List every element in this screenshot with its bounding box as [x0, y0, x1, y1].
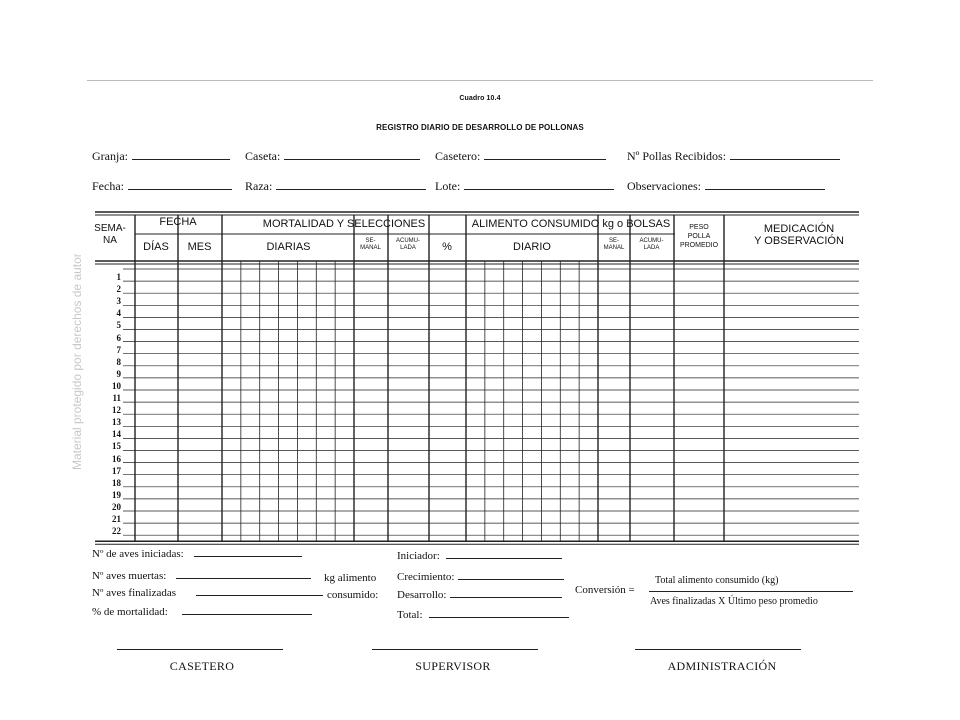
desarrollo-label: Desarrollo: — [397, 589, 447, 601]
administracion-sign-line[interactable] — [635, 649, 801, 650]
mortalidad-group-header: MORTALIDAD Y SELECCIONES — [262, 218, 426, 230]
col-diario-header: DIARIO — [513, 241, 551, 253]
aves-finalizadas-field[interactable] — [92, 587, 323, 599]
week-number: 10 — [112, 380, 121, 391]
supervisor-signature-label: SUPERVISOR — [415, 659, 491, 673]
iniciador-field[interactable] — [397, 550, 562, 562]
casetero-field[interactable] — [435, 149, 606, 164]
week-number: 22 — [112, 526, 121, 537]
table-grid-lines — [87, 211, 873, 547]
col-diarias-header: DIARIAS — [266, 241, 311, 253]
week-number: 1 — [116, 272, 121, 282]
week-number: 6 — [116, 332, 121, 343]
lote-field[interactable] — [435, 179, 614, 194]
form-sheet — [87, 80, 873, 685]
week-number: 15 — [112, 441, 121, 452]
aves-finalizadas-label: Nº aves finalizadas — [92, 587, 177, 599]
total-field[interactable] — [397, 609, 569, 621]
conversion-numerator: Total alimento consumido (kg) — [655, 575, 779, 586]
kg-alimento-label: kg alimento — [324, 572, 377, 584]
casetero-signature-label: CASETERO — [169, 659, 235, 673]
conversion-label: Conversión = — [575, 584, 635, 596]
iniciador-label: Iniciador: — [397, 550, 440, 562]
pct-mortalidad-field[interactable] — [92, 606, 312, 618]
record-table — [87, 211, 873, 552]
administracion-signature-label: ADMINISTRACIÓN — [667, 659, 777, 673]
col-semanal-mort-header: SE- MANAL — [360, 238, 381, 251]
week-number: 19 — [112, 489, 121, 500]
week-number: 3 — [116, 296, 121, 307]
copyright-watermark: Material protegido por derechos de autor — [70, 253, 84, 470]
fecha-group-header: FECHA — [159, 216, 197, 228]
crecimiento-field[interactable] — [397, 571, 564, 583]
consumido-label: consumido: — [327, 589, 379, 601]
week-number: 8 — [116, 356, 121, 367]
observaciones-field[interactable] — [627, 179, 825, 194]
alimento-group-header: ALIMENTO CONSUMIDO kg o BOLSAS — [471, 218, 671, 230]
col-semanal-alim-header: SE- MANAL — [603, 238, 625, 251]
fecha-field[interactable] — [92, 179, 232, 194]
pct-mortalidad-label: % de mortalidad: — [92, 606, 168, 618]
observaciones-label: Observaciones: — [627, 179, 701, 193]
week-number: 13 — [112, 417, 121, 428]
week-number: 4 — [116, 308, 121, 319]
col-mes-header: MES — [187, 241, 212, 253]
col-acumulada-mort-header: ACUMU- LADA — [396, 238, 420, 251]
col-acumulada-alim-header: ACUMU- LADA — [639, 238, 664, 251]
aves-iniciadas-field[interactable] — [92, 548, 302, 560]
raza-field[interactable] — [245, 179, 426, 194]
week-number: 16 — [112, 453, 121, 464]
col-dias-header: DÍAS — [143, 241, 169, 253]
fecha-label: Fecha: — [92, 179, 124, 193]
aves-muertas-label: Nº aves muertas: — [92, 570, 167, 582]
col-peso-header: PESO POLLA PROMEDIO — [679, 224, 719, 249]
caseta-field[interactable] — [245, 149, 420, 164]
pollas-recibidos-field[interactable] — [627, 149, 840, 164]
granja-field[interactable] — [92, 149, 230, 164]
header-row-2 — [87, 179, 873, 195]
conversion-denominator: Aves finalizadas X Último peso promedio — [650, 596, 818, 607]
desarrollo-field[interactable] — [397, 589, 562, 601]
total-label: Total: — [397, 609, 423, 621]
granja-label: Granja: — [92, 149, 128, 163]
header-row-1 — [87, 149, 873, 165]
aves-muertas-field[interactable] — [92, 570, 311, 582]
week-number: 17 — [112, 465, 121, 476]
aves-iniciadas-label: Nº de aves iniciadas: — [92, 548, 184, 560]
week-number: 21 — [112, 514, 121, 524]
week-number: 12 — [112, 405, 121, 416]
col-semana-header: SEMA- NA — [94, 223, 126, 246]
casetero-sign-line[interactable] — [117, 649, 283, 650]
week-number: 2 — [116, 284, 121, 295]
week-number: 20 — [112, 501, 121, 512]
col-medicacion-header: MEDICACIÓN Y OBSERVACIÓN — [754, 223, 844, 247]
lote-label: Lote: — [435, 179, 461, 193]
supervisor-sign-line[interactable] — [372, 649, 538, 650]
casetero-label: Casetero: — [435, 149, 481, 163]
week-number: 18 — [112, 477, 121, 488]
cuadro-number: Cuadro 10.4 — [459, 95, 501, 102]
week-number: 7 — [116, 344, 121, 355]
raza-label: Raza: — [245, 179, 273, 193]
col-pct-header: % — [442, 241, 452, 253]
week-number: 5 — [116, 320, 121, 331]
fraction-bar — [649, 591, 853, 592]
crecimiento-label: Crecimiento: — [397, 571, 455, 583]
week-number: 9 — [116, 368, 121, 379]
pollas-recibidos-label: Nº Pollas Recibidos: — [627, 149, 727, 163]
caseta-label: Caseta: — [245, 149, 281, 163]
week-number: 11 — [112, 393, 121, 403]
week-number: 14 — [112, 429, 121, 440]
form-title: REGISTRO DIARIO DE DESARROLLO DE POLLONAS — [376, 123, 584, 132]
